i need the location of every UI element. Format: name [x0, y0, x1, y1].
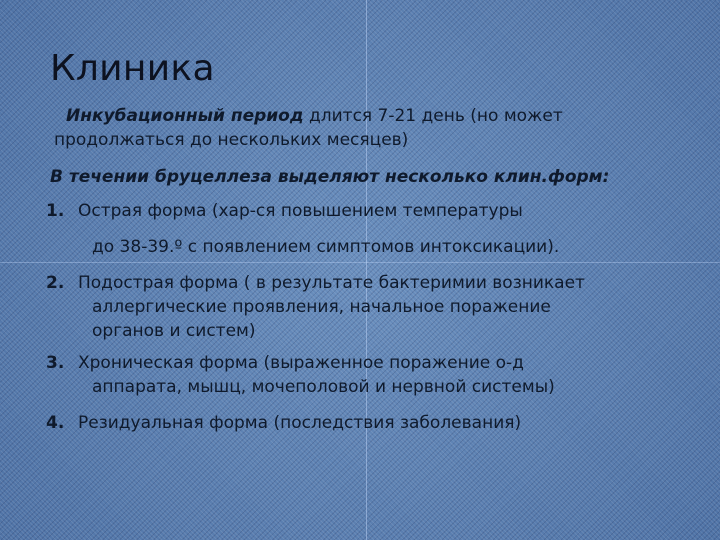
incubation-text-1: длится 7-21 день (но может	[303, 106, 563, 126]
list-number: 3.	[46, 353, 65, 373]
incubation-paragraph	[54, 104, 654, 152]
forms-subheading: В течении бруцеллеза выделяют несколько клин.форм:	[50, 167, 610, 187]
incubation-line-2: продолжаться до нескольких месяцев)	[54, 130, 409, 150]
list-number: 1.	[46, 201, 65, 221]
list-item-line: Острая форма (хар-ся повышением температуры	[78, 201, 523, 221]
list-item-line: аллергические проявления, начальное поражение	[92, 297, 551, 317]
list-item	[40, 411, 680, 435]
list-item-line: Подострая форма ( в результате бактеримии возникает	[78, 273, 585, 293]
list-number: 4.	[46, 413, 65, 433]
list-item-line: аппарата, мышц, мочеполовой и нервной системы)	[92, 377, 555, 397]
list-item	[40, 351, 680, 399]
list-item	[40, 271, 680, 343]
list-item	[40, 199, 680, 259]
list-item-line: органов и систем)	[92, 321, 256, 341]
list-item-line: Хроническая форма (выраженное поражение о-д	[78, 353, 524, 373]
incubation-line-1	[54, 104, 654, 128]
list-item-line: Резидуальная форма (последствия заболевания)	[78, 413, 522, 433]
incubation-term: Инкубационный период	[66, 106, 304, 126]
clinical-forms-list	[40, 199, 680, 435]
list-item-line: до 38-39.º с появлением симптомов интоксикации).	[92, 237, 560, 257]
slide-title: Клиника	[50, 48, 215, 89]
list-number: 2.	[46, 273, 65, 293]
